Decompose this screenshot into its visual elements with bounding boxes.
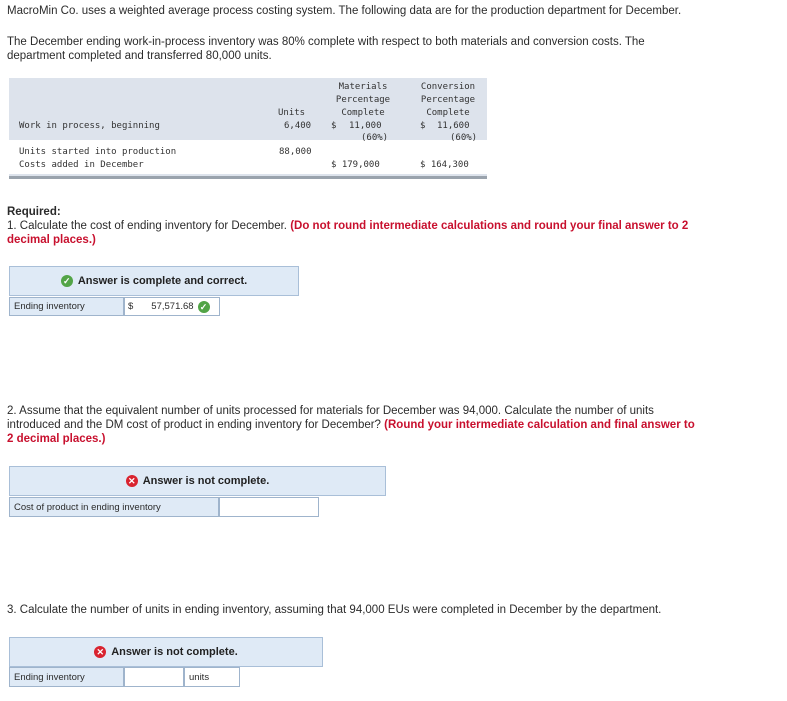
check-circle-icon: ✓ [198, 301, 210, 313]
row-wip-beginning-materials: 11,000 [349, 121, 382, 131]
x-circle-icon: ✕ [126, 475, 138, 487]
row-wip-beginning-mat-currency: $ [331, 121, 337, 131]
q3-ending-inventory-label: Ending inventory [9, 667, 124, 687]
q1-currency-symbol: $ [128, 301, 134, 312]
row-wip-beginning-conversion: 11,600 [437, 121, 470, 131]
row-costs-added-conversion: $ 164,300 [420, 160, 469, 170]
required-heading: Required: [7, 206, 61, 218]
q3-status-banner: ✕ Answer is not complete. [9, 637, 323, 667]
q1-ending-inventory-input[interactable] [124, 297, 220, 316]
question-2b: introduced and the DM cost of product in ending inventory for December? (Round your intermediate calculation and final answer to [7, 419, 695, 431]
row-costs-added-materials: $ 179,000 [331, 160, 380, 170]
check-circle-icon: ✓ [61, 275, 73, 287]
row-wip-beginning-units: 6,400 [284, 121, 312, 131]
row-wip-beginning-mat-pct: (60%) [361, 133, 389, 143]
question-1-note-cont: decimal places.) [7, 234, 96, 246]
q2-status-banner: ✕ Answer is not complete. [9, 466, 386, 496]
q2-cost-label: Cost of product in ending inventory [9, 497, 219, 517]
q1-ending-inventory-value: 57,571.68 [151, 301, 194, 312]
data-table-bottom-rule [9, 176, 487, 179]
row-wip-beginning-conv-currency: $ [420, 121, 426, 131]
question-2-note-cont: 2 decimal places.) [7, 433, 106, 445]
q3-ending-inventory-input[interactable] [124, 667, 184, 687]
question-1: 1. Calculate the cost of ending inventory for December. (Do not round intermediate calculations and round your final answer to 2 [7, 220, 689, 232]
row-costs-added-label: Costs added in December [19, 160, 144, 170]
question-3: 3. Calculate the number of units in ending inventory, assuming that 94,000 EUs were completed in December by the department. [7, 604, 662, 616]
intro-paragraph-2a: The December ending work-in-process inventory was 80% complete with respect to both materials and conversion costs. The [7, 36, 645, 48]
col-header-units: Units [278, 108, 306, 118]
col-header-materials: Materials Percentage Complete [335, 82, 391, 118]
row-wip-beginning-conv-pct: (60%) [450, 133, 478, 143]
q2-cost-input[interactable] [219, 497, 319, 517]
q1-status-banner: ✓ Answer is complete and correct. [9, 266, 299, 296]
q3-units-label: units [184, 667, 240, 687]
row-wip-beginning-label: Work in process, beginning [19, 121, 160, 131]
intro-paragraph-2b: department completed and transferred 80,000 units. [7, 50, 272, 62]
row-units-started-label: Units started into production [19, 147, 177, 157]
x-circle-icon: ✕ [94, 646, 106, 658]
question-2a: 2. Assume that the equivalent number of units processed for materials for December was 94,000. Calculate the number of units [7, 405, 654, 417]
intro-paragraph-1: MacroMin Co. uses a weighted average process costing system. The following data are for the production department for December. [7, 5, 682, 17]
row-units-started-units: 88,000 [279, 147, 312, 157]
q1-ending-inventory-label: Ending inventory [9, 297, 124, 316]
col-header-conversion: Conversion Percentage Complete [420, 82, 476, 118]
